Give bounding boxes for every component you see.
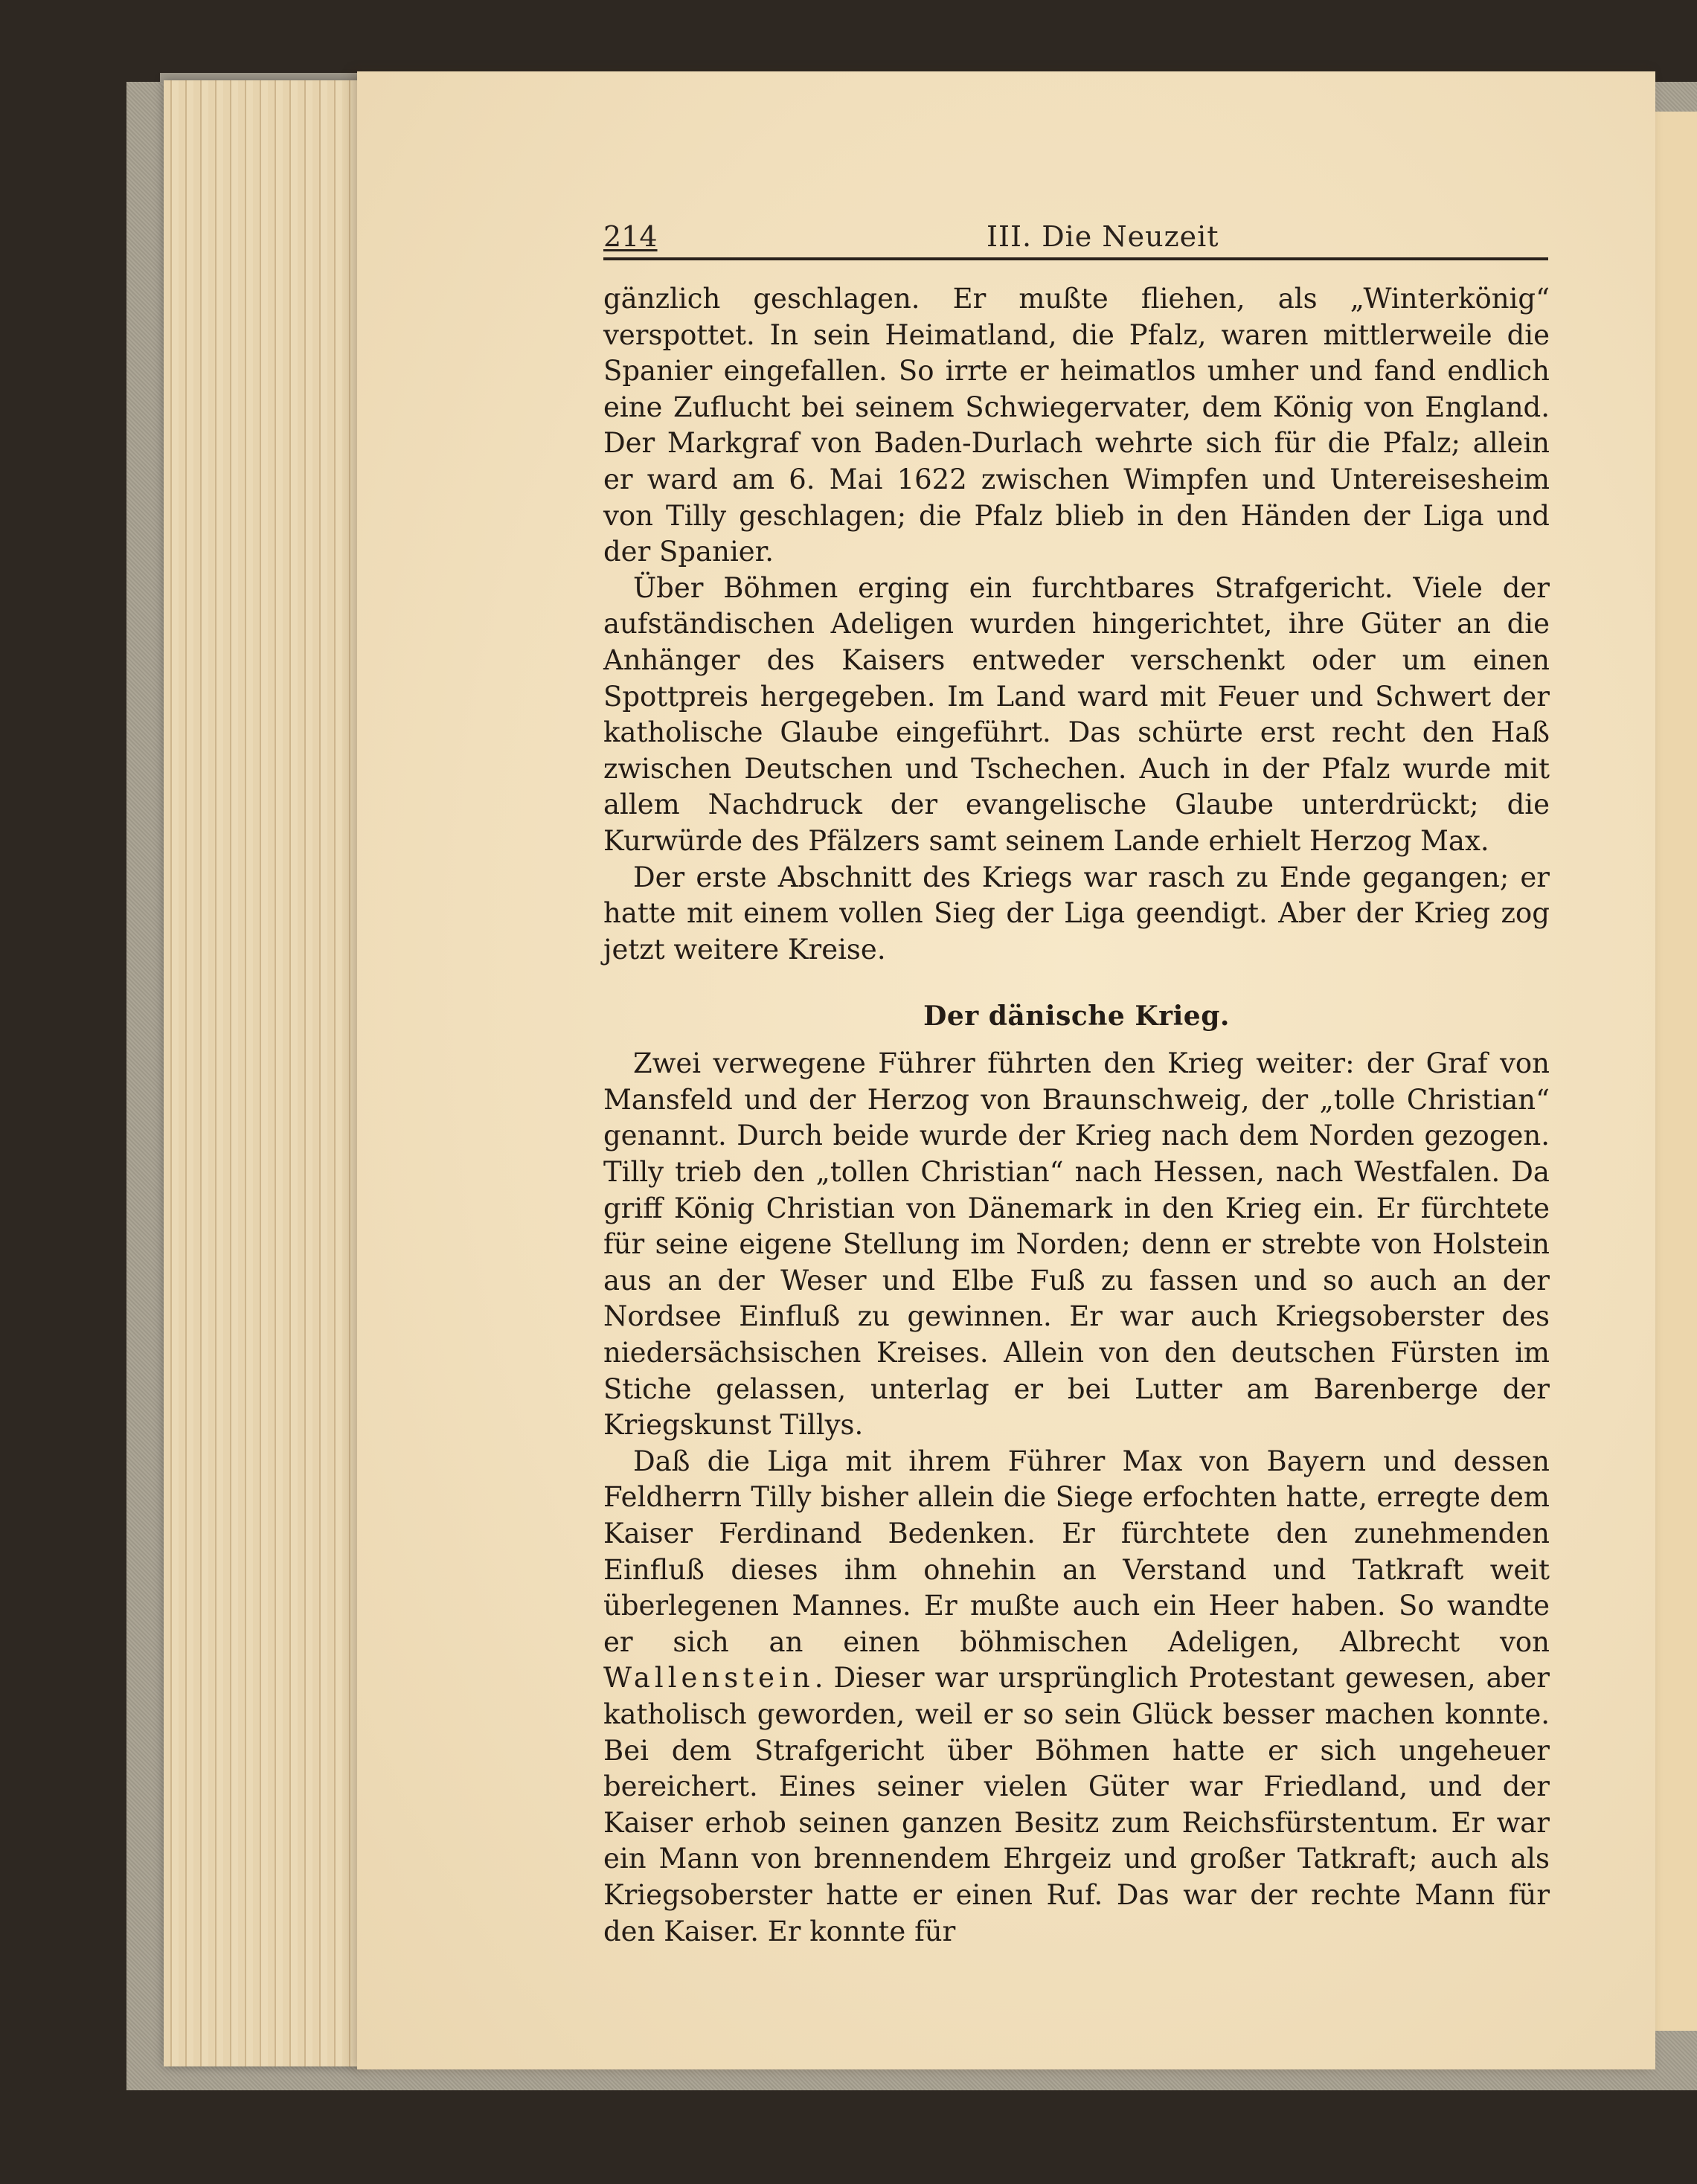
next-page-edge	[1653, 112, 1697, 2031]
text-block	[603, 281, 1550, 1950]
paragraph-5-end: . Dieser war ursprünglich Protestant gewesen, aber katholisch geworden, weil er so sein Glück besser machen konnte. Bei dem Strafgericht über Böhmen hatte er sich ungeheuer bereichert. Eines seiner vielen Güter war Friedland, und der Kaiser erhob seinen ganzen Besitz zum Reichsfürstentum. Er war ein Mann von brennendem Ehrgeiz und großer Tatkraft; auch als Kriegsoberster hatte er einen Ruf. Das war der rechte Mann für den Kaiser. Er konnte für	[603, 1662, 1550, 1947]
paragraph-3: Der erste Abschnitt des Kriegs war rasch zu Ende gegangen; er hatte mit einem vollen Sieg der Liga geendigt. Aber der Krieg zog jetzt weitere Kreise.	[603, 861, 1550, 966]
paragraph-4: Zwei verwegene Führer führten den Krieg weiter: der Graf von Mansfeld und der Herzog von Braunschweig, der „tolle Christian“ genannt. Durch beide wurde der Krieg nach dem Norden gezogen. Tilly trieb den „tollen Christian“ nach Hessen, nach Westfalen. Da griff König Christian von Dänemark in den Krieg ein. Er fürchtete für seine eigene Stellung im Norden; denn er strebte von Holstein aus an der Weser und Elbe Fuß zu fassen und so auch an der Nordsee Einfluß zu gewinnen. Er war auch Kriegsoberster des niedersächsischen Kreises. Allein von den deutschen Fürsten im Stiche gelassen, unterlag er bei Lutter am Barenberge der Kriegskunst Tillys.	[603, 1047, 1550, 1442]
page-number: 214	[603, 220, 658, 253]
paragraph-5	[603, 1444, 1550, 1950]
paragraph-5-start: Daß die Liga mit ihrem Führer Max von Bayern und dessen Feldherrn Tilly bisher allein die Siege erfochten hatte, erregte dem Kaiser Ferdinand Bedenken. Er fürchtete den zunehmenden Einfluß dieses ihm ohnehin an Verstand und Tatkraft weit überlegenen Mannes. Er mußte auch ein Heer haben. So wandte er sich an einen böhmischen Adeligen, Albrecht von	[603, 1445, 1550, 1658]
paragraph-2: Über Böhmen erging ein furchtbares Strafgericht. Viele der aufständischen Adeligen wurden hingerichtet, ihre Güter an die Anhänger des Kaisers entweder verschenkt oder um einen Spottpreis hergegeben. Im Land ward mit Feuer und Schwert der katholische Glaube eingeführt. Das schürte erst recht den Haß zwischen Deutschen und Tschechen. Auch in der Pfalz wurde mit allem Nachdruck der evangelische Glaube unterdrückt; die Kurwürde des Pfälzers samt seinem Lande erhielt Herzog Max.	[603, 571, 1550, 857]
subheading-danish-war: Der dänische Krieg.	[923, 1001, 1230, 1032]
name-wallenstein: Wallenstein	[603, 1662, 815, 1695]
paragraph-1: gänzlich geschlagen. Er mußte fliehen, als „Winterkönig“ verspottet. In sein Heimatland, die Pfalz, waren mittlerweile die Spanier eingefallen. So irrte er heimatlos umher und fand endlich eine Zuflucht bei seinem Schwiegervater, dem König von England. Der Markgraf von Baden-Durlach wehrte sich für die Pfalz; allein er ward am 6. Mai 1622 zwischen Wimpfen und Untereisesheim von Tilly geschlagen; die Pfalz blieb in den Händen der Liga und der Spanier.	[603, 283, 1550, 568]
page-edges	[164, 80, 365, 2066]
header-rule	[603, 257, 1548, 260]
section-title: III. Die Neuzeit	[987, 220, 1219, 253]
